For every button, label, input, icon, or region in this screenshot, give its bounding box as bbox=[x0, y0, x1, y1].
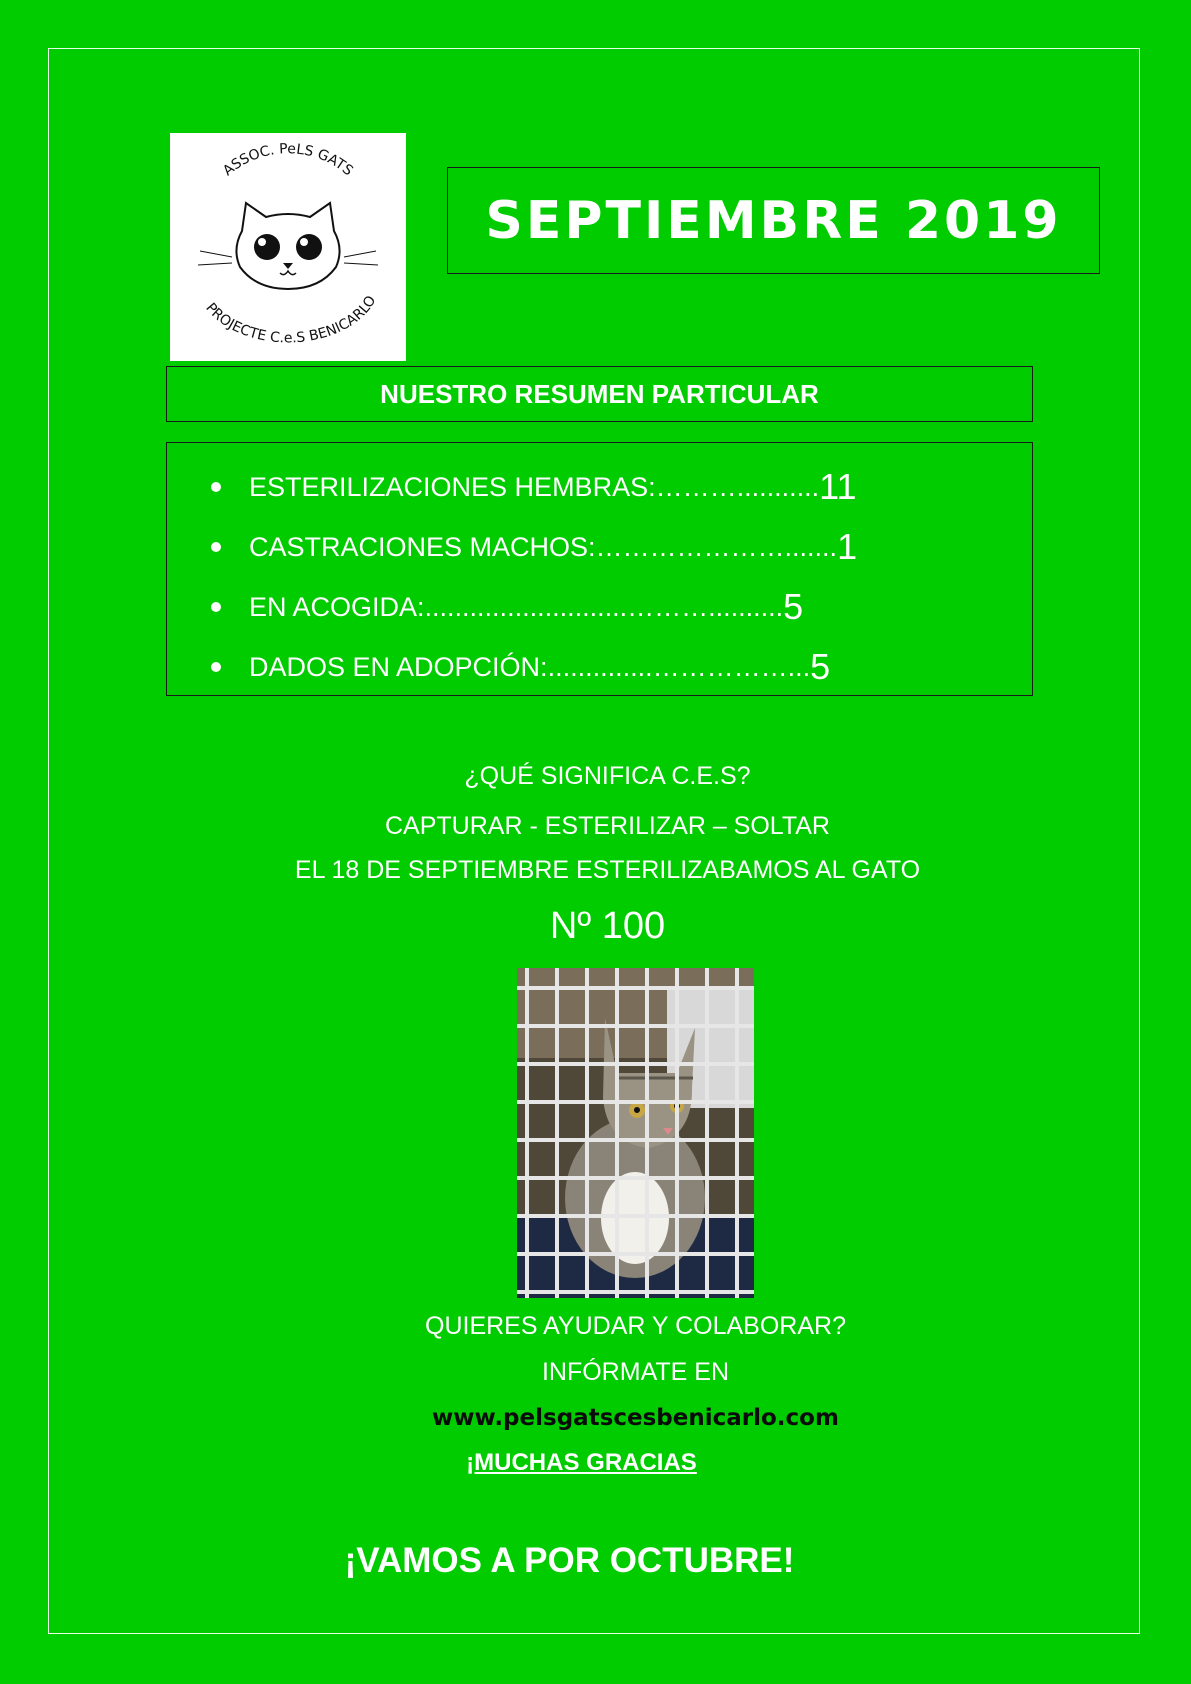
caged-cat-image bbox=[517, 968, 754, 1298]
bullet-icon bbox=[211, 662, 221, 672]
stat-value: 5 bbox=[810, 646, 831, 687]
summary-heading bbox=[166, 366, 1033, 422]
stat-value: 1 bbox=[837, 526, 858, 567]
help-question: QUIERES AYUDAR Y COLABORAR? bbox=[425, 1312, 846, 1340]
bullet-icon bbox=[211, 482, 221, 492]
summary-heading-text: NUESTRO RESUMEN PARTICULAR bbox=[380, 378, 819, 409]
logo-bottom-text: PROJECTE C.e.S BENICARLO bbox=[202, 293, 380, 347]
logo-top-text: ASSOC. PeLS GATS bbox=[220, 141, 356, 180]
stats-box bbox=[166, 442, 1033, 696]
list-item bbox=[211, 577, 1032, 637]
cat-face-icon bbox=[170, 133, 406, 361]
page-title: SEPTIEMBRE 2019 bbox=[485, 190, 1062, 251]
stat-label: CASTRACIONES MACHOS: bbox=[249, 531, 596, 562]
list-item bbox=[211, 457, 1032, 517]
bullet-icon bbox=[211, 602, 221, 612]
stat-label: DADOS EN ADOPCIÓN: bbox=[249, 651, 548, 682]
title-box bbox=[447, 167, 1100, 274]
stat-value: 11 bbox=[819, 466, 857, 507]
announcement-text: EL 18 DE SEPTIEMBRE ESTERILIZABAMOS AL GATO bbox=[294, 856, 921, 884]
stat-dots: ...........................……….......... bbox=[424, 591, 784, 622]
inform-text: INFÓRMATE EN bbox=[541, 1358, 730, 1386]
stat-label: ESTERILIZACIONES HEMBRAS: bbox=[249, 471, 656, 502]
stat-value: 5 bbox=[783, 586, 804, 627]
closing-text: ¡VAMOS A POR OCTUBRE! bbox=[344, 1541, 795, 1580]
ces-answer: CAPTURAR - ESTERILIZAR – SOLTAR bbox=[385, 812, 830, 840]
cat-number: Nº 100 bbox=[549, 905, 666, 947]
bullet-icon bbox=[211, 542, 221, 552]
ces-question: ¿QUÉ SIGNIFICA C.E.S? bbox=[464, 762, 751, 790]
stat-dots: ..............……………... bbox=[547, 651, 811, 682]
caged-cat-photo bbox=[517, 968, 754, 1298]
stat-dots: ………........... bbox=[655, 471, 820, 502]
stat-label: EN ACOGIDA: bbox=[249, 591, 425, 622]
list-item bbox=[211, 517, 1032, 577]
association-logo bbox=[170, 133, 406, 361]
stats-list bbox=[167, 443, 1032, 697]
thanks-text: ¡MUCHAS GRACIAS bbox=[466, 1449, 697, 1476]
list-item bbox=[211, 637, 1032, 697]
website-link[interactable]: www.pelsgatscesbenicarlo.com bbox=[432, 1405, 839, 1431]
stat-dots: …………………....... bbox=[595, 531, 838, 562]
